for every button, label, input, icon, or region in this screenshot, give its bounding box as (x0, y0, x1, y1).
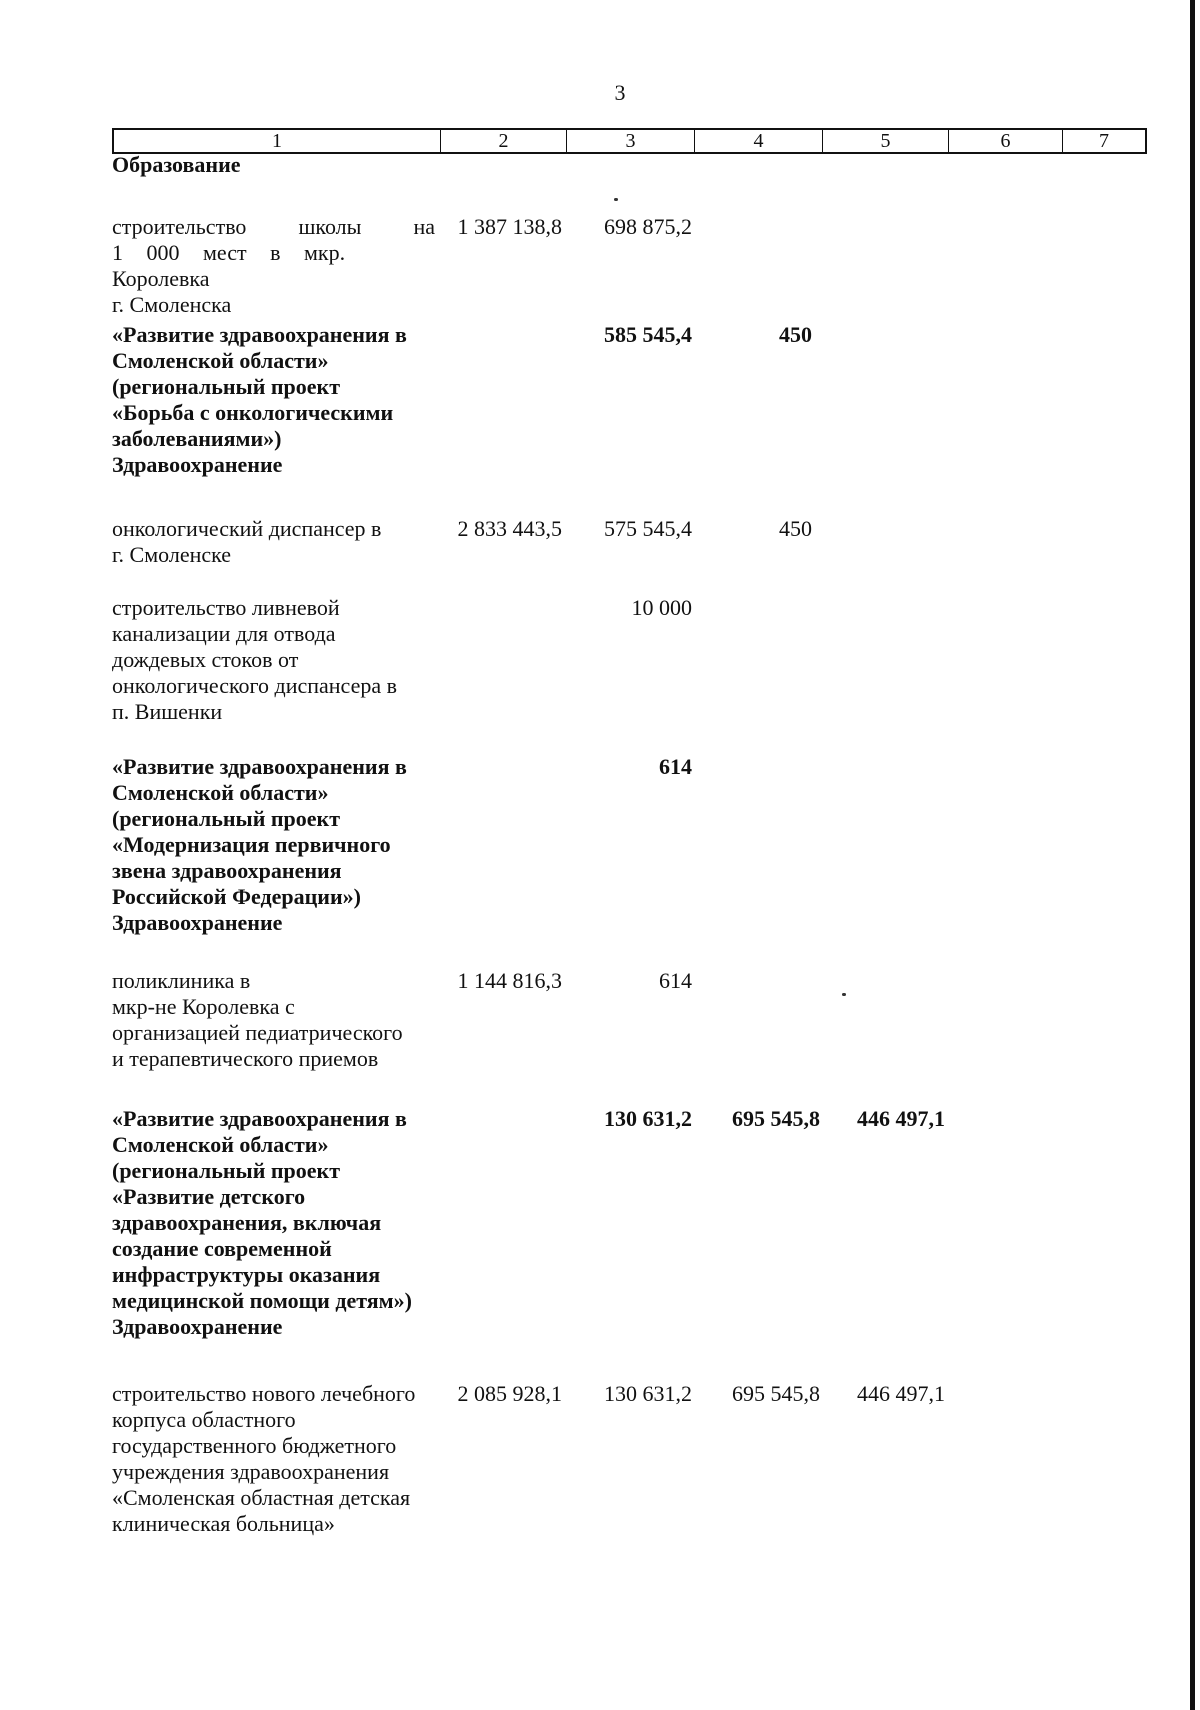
row-line: (региональный проект (112, 806, 341, 831)
row-line: учреждения здравоохранения (112, 1459, 390, 1484)
row-oncology-dispensary-col2: 2 833 443,5 (457, 516, 562, 541)
row-line: дождевых стоков от (112, 647, 299, 672)
row-line: строительство ливневой (112, 595, 340, 620)
column-header-3: 3 (566, 130, 694, 152)
row-line: строительство школы на (112, 214, 435, 239)
row-oncology-program-col4: 450 (779, 322, 812, 347)
page-number: 3 (614, 80, 626, 105)
row-children-hospital-col4: 695 545,8 (732, 1381, 820, 1406)
row-polyclinic-col3: 614 (659, 968, 692, 993)
row-line: онкологический диспансер в (112, 516, 382, 541)
row-primary-care-program (112, 754, 432, 936)
row-line: «Смоленская областная детская (112, 1485, 411, 1510)
column-header-row (112, 128, 1147, 154)
row-children-program (112, 1106, 432, 1340)
row-children-program-col3: 130 631,2 (604, 1106, 692, 1131)
row-line: (региональный проект (112, 1158, 341, 1183)
row-line: 1 000 мест в мкр. Королевка (112, 240, 346, 291)
row-line: Смоленской области» (112, 348, 329, 373)
row-line: здравоохранения, включая (112, 1210, 382, 1235)
row-line: «Развитие здравоохранения в (112, 1106, 407, 1131)
row-line: канализации для отвода (112, 621, 336, 646)
row-line: Здравоохранение (112, 452, 283, 477)
row-line: Смоленской области» (112, 1132, 329, 1157)
row-line: организацией педиатрического (112, 1020, 403, 1045)
row-line: Здравоохранение (112, 1314, 283, 1339)
row-line: клиническая больница» (112, 1511, 335, 1536)
row-school-col3: 698 875,2 (604, 214, 692, 239)
row-primary-care-program-col3: 614 (659, 754, 692, 779)
column-header-2: 2 (440, 130, 566, 152)
row-line: строительство нового лечебного (112, 1381, 416, 1406)
row-line: «Борьба с онкологическими (112, 400, 394, 425)
row-line: (региональный проект (112, 374, 341, 399)
column-header-6: 6 (948, 130, 1062, 152)
row-line: Смоленской области» (112, 780, 329, 805)
row-line: инфраструктуры оказания (112, 1262, 381, 1287)
row-school (112, 214, 435, 318)
row-line: государственного бюджетного (112, 1433, 397, 1458)
row-line: звена здравоохранения (112, 858, 342, 883)
row-polyclinic (112, 968, 432, 1072)
row-oncology-dispensary-col3: 575 545,4 (604, 516, 692, 541)
scan-speck (614, 198, 618, 201)
row-school-col2: 1 387 138,8 (457, 214, 562, 239)
section-heading-education: Образование (112, 152, 241, 177)
row-line: поликлиника в (112, 968, 251, 993)
scan-speck (842, 993, 846, 996)
row-children-program-col4: 695 545,8 (732, 1106, 820, 1131)
row-line: «Развитие здравоохранения в (112, 754, 407, 779)
column-header-5: 5 (822, 130, 948, 152)
scan-edge (1190, 0, 1195, 1710)
row-line: корпуса областного (112, 1407, 296, 1432)
row-line: «Развитие здравоохранения в (112, 322, 407, 347)
column-header-4: 4 (694, 130, 822, 152)
row-line: г. Смоленске (112, 542, 232, 567)
row-line: создание современной (112, 1236, 332, 1261)
row-oncology-dispensary-col4: 450 (779, 516, 812, 541)
row-children-program-col5: 446 497,1 (857, 1106, 945, 1131)
row-polyclinic-col2: 1 144 816,3 (457, 968, 562, 993)
row-oncology-program (112, 322, 432, 478)
row-line: заболеваниями») (112, 426, 282, 451)
row-storm-sewer (112, 595, 432, 725)
row-line: Здравоохранение (112, 910, 283, 935)
row-line: медицинской помощи детям») (112, 1288, 412, 1313)
column-header-7: 7 (1062, 130, 1145, 152)
row-line: онкологического диспансера в (112, 673, 398, 698)
row-line: «Модернизация первичного (112, 832, 391, 857)
row-line: и терапевтического приемов (112, 1046, 379, 1071)
row-line: «Развитие детского (112, 1184, 306, 1209)
row-oncology-dispensary (112, 516, 432, 568)
row-line: Российской Федерации») (112, 884, 361, 909)
row-children-hospital-col3: 130 631,2 (604, 1381, 692, 1406)
row-line: г. Смоленска (112, 292, 232, 317)
row-children-hospital-col2: 2 085 928,1 (457, 1381, 562, 1406)
row-oncology-program-col3: 585 545,4 (604, 322, 692, 347)
column-header-1: 1 (272, 130, 282, 152)
row-children-hospital (112, 1381, 447, 1537)
row-storm-sewer-col3: 10 000 (631, 595, 692, 620)
row-children-hospital-col5: 446 497,1 (857, 1381, 945, 1406)
row-line: мкр-не Королевка с (112, 994, 295, 1019)
row-line: п. Вишенки (112, 699, 223, 724)
